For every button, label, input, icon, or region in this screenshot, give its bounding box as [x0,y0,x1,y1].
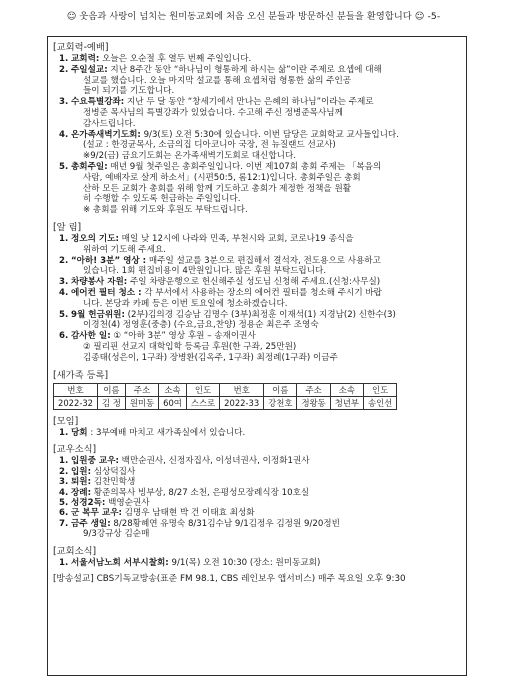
item-label: 퇴원: [71,477,92,488]
item-body [71,488,461,498]
item-body [71,97,461,129]
item-line: (설교 : 한경균목사, 소금의집 디아코니아 국장, 전 뉴질랜드 선교사) [83,140,336,151]
registration-section [53,370,461,410]
item-label: 성경2독: [71,497,106,508]
item-number: 3. [59,97,69,108]
item-number: 2. [59,64,69,75]
item-line: ※ 총회를 위해 기도와 후원도 부탁드립니다. [83,205,248,216]
list-item [59,519,461,540]
item-number: 7. [59,518,69,529]
church-news-list [53,558,461,569]
item-line: 황준의목사 빙부상, 8/27 소천, 은평성모장례식장 10호실 [93,487,310,498]
item-line: 김찬민학생 [93,477,136,488]
item-body [71,519,461,540]
item-line: ① “아하 3분” 영상 후원 – 송재이권사 [113,331,256,342]
header-cell: 번호 [54,383,98,396]
meeting-section [53,416,461,439]
notices-list [53,234,461,364]
item-line: ② 필리핀 선교지 대학입학 등록금 후원(한 구좌, 25만원) [83,341,297,352]
item-line: 백만순권사, 신정자집사, 이성녀권사, 이정화1권사 [121,456,310,467]
item-label: 금주 생일: [71,518,111,529]
item-line: 심상덕집사 [93,466,136,477]
item-number: 1. [59,557,69,568]
item-body [71,508,461,518]
list-item [59,162,461,216]
table-cell: 원미동 [125,396,158,409]
calendar-section [53,42,461,216]
table-cell: 정왕동 [297,396,330,409]
table-cell: 2022-32 [54,396,98,409]
item-label: 에어컨 필터 청소 : [71,287,142,298]
item-label: 입원중 교우: [71,456,119,467]
list-item [59,428,461,439]
item-number: 6. [59,331,69,342]
item-line: 사람, 예배자로 살게 하소서」(시편50:5, 롬12:1)입니다. 총회주일은 총회 [83,172,361,183]
item-line: 주일 차량운행으로 헌신해주실 성도님 신청해 주세요.(신청:사무실) [129,277,381,288]
registration-table [53,383,397,410]
broadcast-label: [방송설교] [53,574,94,585]
item-line: 김종태(성은이, 1구좌) 장병환(김옥주, 1구좌) 최정례(1구좌) 이금주 [83,352,338,363]
list-item [59,234,461,256]
header-cell: 번호 [220,383,264,396]
item-line: (2부)김의경 김승남 김명수 (3부)최정훈 이재석(1) 지경남(2) 신한수(3) [127,309,396,320]
header-cell: 인도 [364,383,397,396]
list-item [59,65,461,97]
section-title: [모임] [53,415,79,427]
list-item [59,456,461,466]
table-row [54,396,397,409]
item-line: 산하 모든 교회가 총회를 위해 함께 기도하고 총회가 제정한 정책을 원활 [83,183,352,194]
item-body [71,256,461,278]
item-body [71,65,461,97]
item-label: 온가족새벽기도회: [71,129,141,140]
notices-section [53,222,461,364]
item-line: 지난 두 달 동안 “창세기에서 만나는 은혜의 하나님”이라는 주제로 [126,97,374,108]
list-item [59,288,461,310]
item-line: 9/3(토) 오전 5:30에 있습니다. 이번 담당은 교회학교 교사들입니다. [143,129,399,140]
item-body [71,498,461,508]
item-line: 오늘은 오순절 후 열두 번째 주일입니다. [102,54,252,64]
item-line: 이경천(4) 정영훈(중층) (수요,금요,찬양) 정용순 최은주 조영숙 [83,320,319,331]
item-line: 김명우 남태현 박 건 이태효 최성화 [124,508,255,519]
item-body [71,234,461,256]
item-label: 감사한 일: [71,331,111,342]
item-body [71,456,461,466]
item-label: 군 복무 교우: [71,508,122,519]
item-label: 장례: [71,487,92,498]
item-number: 1. [59,233,69,244]
item-line: 9/1(목) 오전 10:30 (장소: 원미동교회) [171,557,321,568]
item-body [71,331,461,363]
item-number: 3. [59,277,69,288]
item-line: 들이 되기를 기도합니다. [83,86,175,97]
item-body [71,477,461,487]
item-line: : 3부예배 마치고 새가족실에서 있습니다. [90,427,246,438]
header-cell: 인도 [186,383,219,396]
item-body [71,54,461,65]
item-body [71,162,461,216]
item-line: 감사드립니다. [83,118,136,129]
item-body [71,130,461,162]
table-cell: 청년부 [330,396,363,409]
item-label: 서울서남노회 서부시찰회: [71,557,169,568]
item-line: 매년 9월 첫주일은 총회주일입니다. 이번 제107회 총회 주제는 「복음의 [110,161,382,172]
item-number: 4. [59,487,69,498]
list-item [59,310,461,332]
item-number: 5. [59,309,69,320]
item-body [71,558,461,569]
members-list [53,456,461,539]
item-line: 매일 낮 12시에 나라와 민족, 부천시와 교회, 코로나19 종식을 [121,233,354,244]
item-body [71,467,461,477]
item-number: 6. [59,508,69,519]
item-line: 있습니다. 1회 편집비용이 4만원입니다. 많은 후원 부탁드립니다. [83,266,327,277]
meeting-list [53,428,461,439]
list-item [59,488,461,498]
item-line: 9/3강규상 김순매 [83,529,150,540]
item-body [71,310,461,332]
item-number: 2. [59,255,69,266]
item-number: 5. [59,161,69,172]
item-label: 당회 [71,427,88,438]
item-number: 1. [59,456,69,467]
item-number: 1. [59,427,69,438]
members-section [53,444,461,539]
item-label: “아하! 3분” 영상 : [71,255,147,266]
item-line: 니다. 본당과 카페 등은 이번 토요일에 청소하겠습니다. [83,298,288,309]
list-item [59,477,461,487]
item-label: 입원: [71,466,92,477]
item-label: 9월 헌금위원: [71,309,125,320]
section-title: [교회력-예배] [53,42,109,53]
list-item [59,467,461,477]
header-cell: 소속 [330,383,363,396]
item-line: ※9/2(금) 금요기도회는 온가족새벽기도회로 대신합니다. [83,151,296,162]
list-item [59,256,461,278]
calendar-list [53,54,461,216]
item-label: 정오의 기도: [71,233,119,244]
item-label: 총회주일: [71,161,108,172]
item-number: 1. [59,54,69,64]
item-number: 2. [59,466,69,477]
table-cell: 송인선 [364,396,397,409]
item-body [71,288,461,310]
item-body [71,428,461,439]
section-title: [알 림] [53,221,82,233]
item-line: 각 부서에서 사용하는 장소의 에어컨 필터를 청소해 주시기 바랍 [144,287,382,298]
section-title: [새가족 등록] [53,369,109,381]
item-number: 4. [59,287,69,298]
header-cell: 이름 [98,383,126,396]
header-cell: 주소 [125,383,158,396]
list-item [59,130,461,162]
item-line: 지난 8주간 동안 “하나님이 형통하게 하시는 삶”이란 주제로 요셉에 대해 [110,64,382,75]
table-cell: 2022-33 [220,396,264,409]
section-title: [교우소식] [53,444,97,456]
item-line: 히 수행할 수 있도록 헌금하는 주일입니다. [83,194,241,205]
table-header-row [54,383,397,396]
item-line: 위하여 기도해 주세요. [83,244,166,255]
header-cell: 소속 [159,383,187,396]
item-number: 3. [59,477,69,488]
bulletin-frame [47,36,467,676]
header-cell: 이름 [264,383,297,396]
item-line: 매주일 설교를 3분으로 편집해서 결석자, 전도용으로 사용하고 [148,255,381,266]
item-label: 차량봉사 자원: [71,277,128,288]
item-line: 설교를 했습니다. 오늘 마지막 설교를 통해 요셉처럼 형통한 삶의 주인공 [83,75,352,86]
page-header: ☺ 웃음과 사랑이 넘치는 원미동교회에 처음 오신 분들과 방문하신 분들을 환영합니다 ☺ -5- [66,11,441,22]
table-cell: 스스로 [186,396,219,409]
table-cell: 강천호 [264,396,297,409]
list-item [59,277,461,288]
table-cell: 김 정 [98,396,126,409]
list-item [59,97,461,129]
list-item [59,508,461,518]
list-item [59,54,461,65]
list-item [59,331,461,363]
broadcast-section [53,574,461,585]
item-number: 4. [59,129,69,140]
item-line: 8/28황혜연 유명숙 8/31김수남 9/1김정우 김정원 9/20정빈 [113,518,340,529]
item-line: 정병준 목사님의 특별강좌가 있었습니다. 수고해 주신 정병준목사님께 [83,107,343,118]
item-number: 5. [59,497,69,508]
list-item [59,498,461,508]
broadcast-text: CBS기독교방송(표준 FM 98.1, CBS 레인보우 앱서비스) 매주 목요일 오후 9:30 [96,574,406,585]
header-cell: 주소 [297,383,330,396]
table-cell: 60여 [159,396,187,409]
church-news-section [53,546,461,569]
list-item [59,558,461,569]
item-label: 수요특별강좌: [71,97,125,108]
item-body [71,277,461,288]
item-line: 백영순권사 [108,497,150,508]
section-title: [교회소식] [53,545,97,557]
item-label: 교회력: [71,54,100,64]
item-label: 주일설교: [71,64,108,75]
